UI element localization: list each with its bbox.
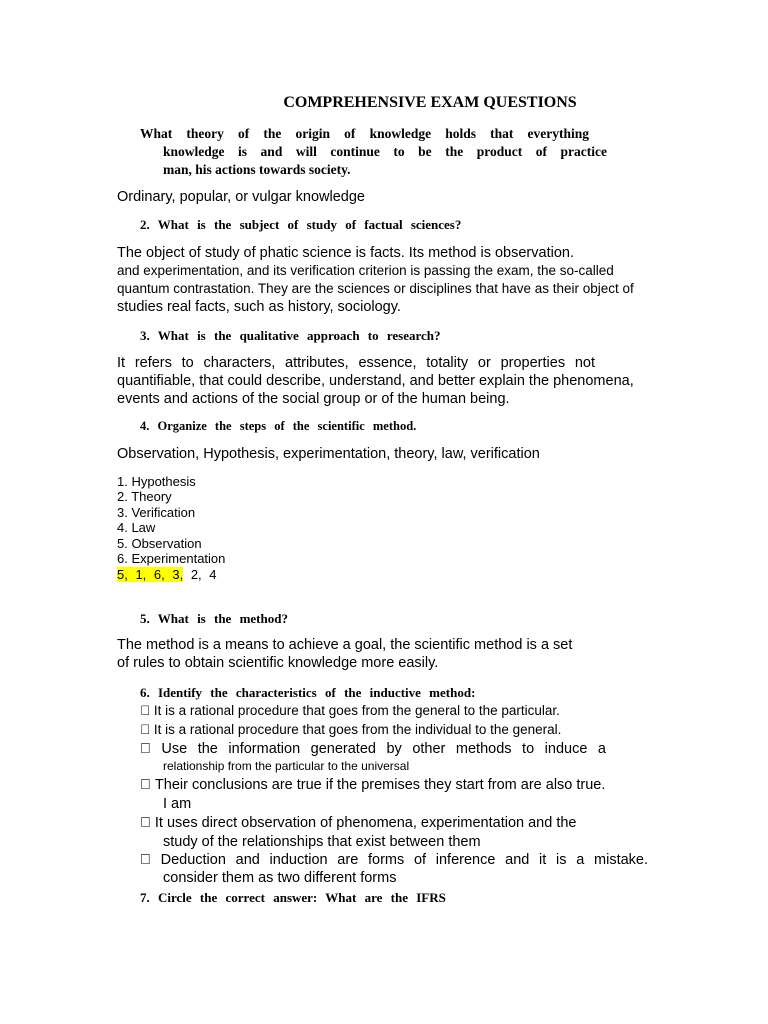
bullet-icon xyxy=(140,815,151,831)
answer-3-line-1: It refers to characters, attributes, essence, totality or properties not xyxy=(117,355,595,371)
answer-5-line-2: of rules to obtain scientific knowledge more easily. xyxy=(117,655,439,671)
bullet-icon xyxy=(140,722,150,737)
bullet-icon xyxy=(140,741,151,757)
bullet-icon xyxy=(140,852,151,868)
question-7: 7. Circle the correct answer: What are the IFRS xyxy=(140,890,446,905)
bullet-continuation: relationship from the particular to the universal xyxy=(163,759,410,773)
bullet-icon xyxy=(140,777,151,793)
bullet-item: Deduction and induction are forms of inference and it is a mistake. xyxy=(140,852,648,868)
question-6: 6. Identify the characteristics of the inductive method: xyxy=(140,685,476,700)
answer-4: Observation, Hypothesis, experimentation, theory, law, verification xyxy=(117,446,540,462)
step-item: 6. Experimentation xyxy=(117,551,226,566)
question-5: 5. What is the method? xyxy=(140,611,288,626)
answer-2-line-2: and experimentation, and its verification criterion is passing the exam, the so-called xyxy=(117,263,614,278)
step-item: 1. Hypothesis xyxy=(117,474,196,489)
bullet-item: Their conclusions are true if the premises they start from are also true. xyxy=(140,777,591,793)
answer-5-line-1: The method is a means to achieve a goal, the scientific method is a set xyxy=(117,637,573,653)
answer-1: Ordinary, popular, or vulgar knowledge xyxy=(117,189,365,205)
answer-3-line-3: events and actions of the social group or of the human being. xyxy=(117,391,510,407)
question-3: 3. What is the qualitative approach to research? xyxy=(140,328,441,343)
question-4: 4. Organize the steps of the scientific method. xyxy=(140,419,417,433)
question-1-line-1: What theory of the origin of knowledge holds that everything xyxy=(140,126,589,141)
answer-2-line-1: The object of study of phatic science is facts. Its method is observation. xyxy=(117,245,574,261)
step-item: 2. Theory xyxy=(117,489,172,504)
bullet-icon xyxy=(140,703,150,718)
question-2: 2. What is the subject of study of factual sciences? xyxy=(140,217,462,232)
remaining-order: 2, 4 xyxy=(183,567,217,582)
bullet-item: It is a rational procedure that goes from the general to the particular. xyxy=(140,703,546,718)
answer-3-line-2: quantifiable, that could describe, understand, and better explain the phenomena, xyxy=(117,373,634,389)
bullet-item: It is a rational procedure that goes from the individual to the general. xyxy=(140,722,548,737)
bullet-item: Use the information generated by other methods to induce a xyxy=(140,741,606,757)
step-item: 5. Observation xyxy=(117,536,202,551)
question-1-line-3: man, his actions towards society. xyxy=(163,162,351,177)
highlighted-order: 5, 1, 6, 3, xyxy=(117,567,184,582)
answer-2-line-3: quantum contrastation. They are the sciences or disciplines that have as their object of xyxy=(117,281,634,296)
bullet-continuation: I am xyxy=(163,796,192,812)
step-item: 3. Verification xyxy=(117,505,196,520)
bullet-continuation: study of the relationships that exist between them xyxy=(163,834,481,850)
step-item: 4. Law xyxy=(117,520,156,535)
question-1-line-2: knowledge is and will continue to be the product of practice xyxy=(163,144,607,159)
bullet-continuation: consider them as two different forms xyxy=(163,870,397,886)
bullet-item: It uses direct observation of phenomena, experimentation and the xyxy=(140,815,562,831)
step-order xyxy=(117,567,217,582)
page-title: COMPREHENSIVE EXAM QUESTIONS xyxy=(283,94,577,111)
answer-2-line-4: studies real facts, such as history, sociology. xyxy=(117,299,401,315)
